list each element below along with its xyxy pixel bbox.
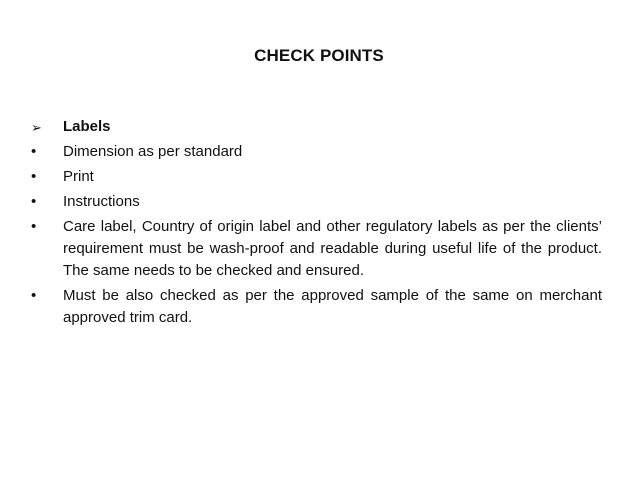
bullet-text: Print xyxy=(63,168,94,185)
bullet-icon: • xyxy=(31,143,37,160)
bullet-item xyxy=(30,285,602,329)
bullet-icon: • xyxy=(31,218,37,235)
bullet-item xyxy=(30,141,602,163)
bullet-text: Care label, Country of origin label and other regulatory labels as per the clients’ requirement must be wash-proof and readable during useful life of the product. The same needs to be checked and ensured. xyxy=(63,218,602,279)
bullet-text: Instructions xyxy=(63,193,140,210)
arrow-bullet-icon: ➢ xyxy=(31,120,42,135)
bullet-item xyxy=(30,191,602,213)
bullet-icon: • xyxy=(31,168,37,185)
bullet-item xyxy=(30,216,602,282)
bullet-text: Must be also checked as per the approved sample of the same on merchant approved trim card. xyxy=(63,287,602,326)
bullet-icon: • xyxy=(31,287,37,304)
bullet-icon: • xyxy=(31,193,37,210)
bullet-text: Dimension as per standard xyxy=(63,143,243,160)
slide-title: CHECK POINTS xyxy=(254,46,384,65)
heading-item xyxy=(30,116,602,138)
heading-item-label: Labels xyxy=(63,118,111,135)
bullet-item xyxy=(30,166,602,188)
slide-content xyxy=(30,116,602,332)
